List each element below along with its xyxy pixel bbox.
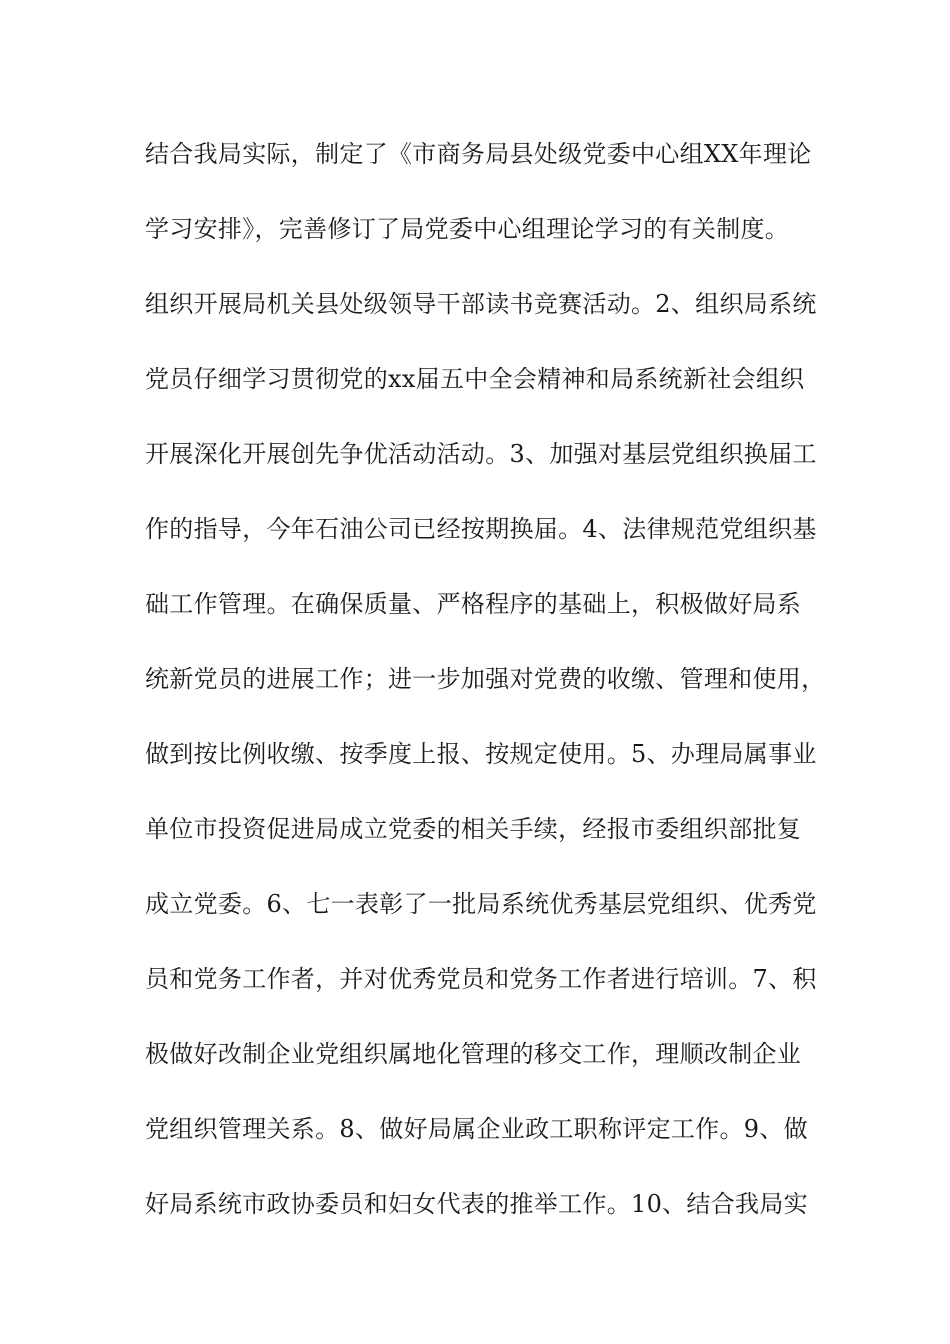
text-line-11: 成立党委。6、七一表彰了一批局系统优秀基层党组织、优秀党 bbox=[145, 890, 817, 918]
text-line-9: 做到按比例收缴、按季度上报、按规定使用。5、办理局属事业 bbox=[145, 740, 817, 768]
text-line-1: 结合我局实际，制定了《市商务局县处级党委中心组XX年理论 bbox=[145, 140, 812, 168]
body-text bbox=[145, 131, 835, 1256]
text-line-12: 员和党务工作者，并对优秀党员和党务工作者进行培训。7、积 bbox=[145, 965, 817, 993]
text-line-13: 极做好改制企业党组织属地化管理的移交工作，理顺改制企业 bbox=[145, 1040, 802, 1068]
text-line-3: 组织开展局机关县处级领导干部读书竞赛活动。2、组织局系统 bbox=[145, 290, 817, 318]
text-line-14: 党组织管理关系。8、做好局属企业政工职称评定工作。9、做 bbox=[145, 1115, 808, 1143]
text-line-15: 好局系统市政协委员和妇女代表的推举工作。10、结合我局实 bbox=[145, 1190, 808, 1218]
text-line-8: 统新党员的进展工作；进一步加强对党费的收缴、管理和使用， bbox=[145, 665, 826, 693]
text-line-4: 党员仔细学习贯彻党的xx届五中全会精神和局系统新社会组织 bbox=[145, 365, 805, 393]
text-line-2: 学习安排》，完善修订了局党委中心组理论学习的有关制度。 bbox=[145, 215, 790, 243]
text-line-6: 作的指导，今年石油公司已经按期换届。4、法律规范党组织基 bbox=[145, 515, 817, 543]
text-line-10: 单位市投资促进局成立党委的相关手续，经报市委组织部批复 bbox=[145, 815, 802, 843]
text-line-5: 开展深化开展创先争优活动活动。3、加强对基层党组织换届工 bbox=[145, 440, 817, 468]
text-line-7: 础工作管理。在确保质量、严格程序的基础上，积极做好局系 bbox=[145, 590, 802, 618]
